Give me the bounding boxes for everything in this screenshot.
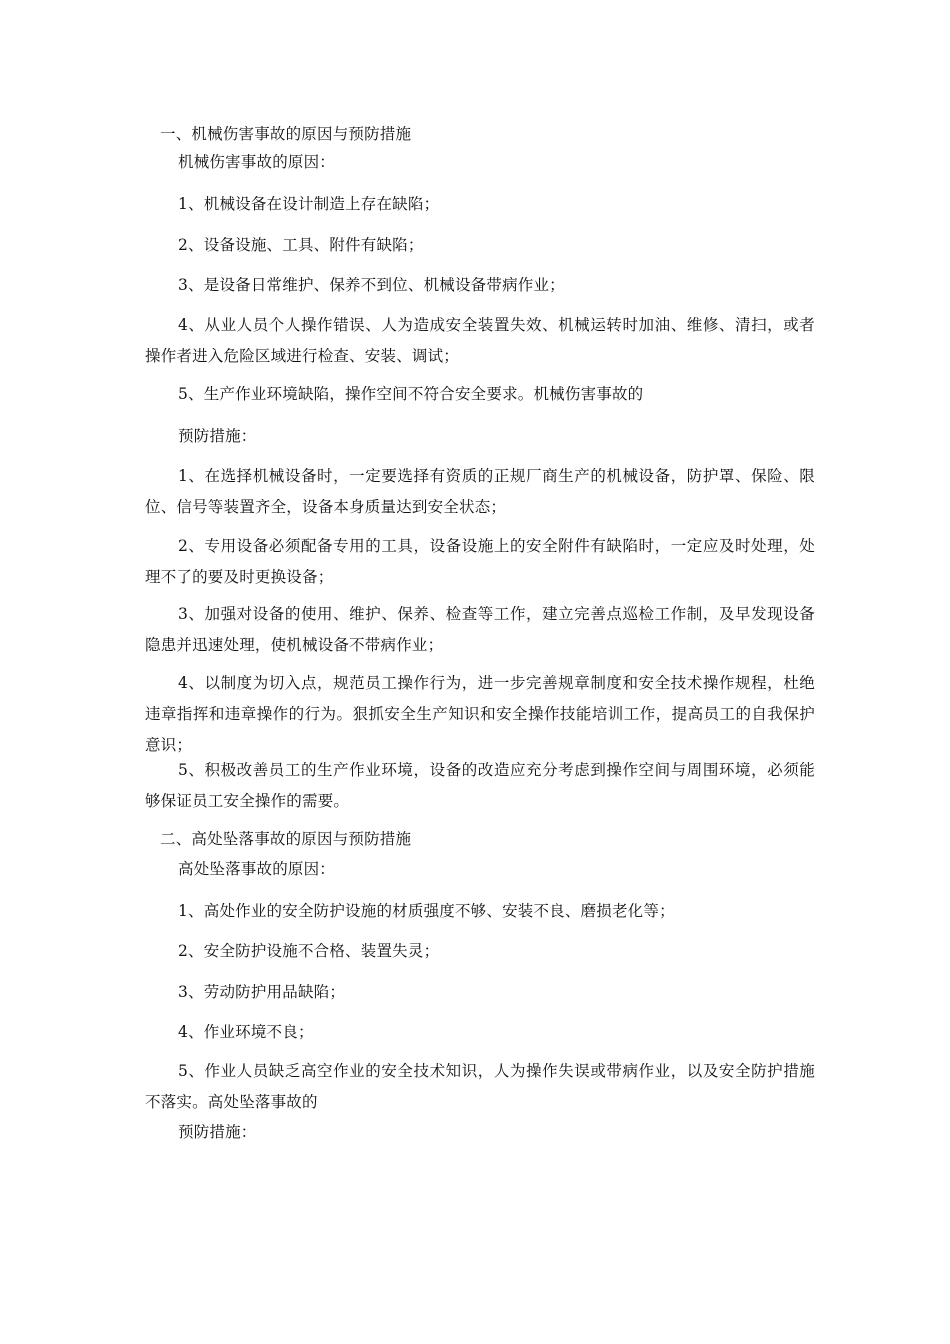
- section-heading: 二、高处坠落事故的原因与预防措施: [160, 830, 412, 848]
- subsection-title: 预防措施：: [178, 427, 257, 445]
- list-item: 3、加强对设备的使用、维护、保养、检查等工作，建立完善点巡检工作制，及早发现设备隐患并迅速处理，使机械设备不带病作业；: [145, 605, 815, 654]
- subsection-title: 预防措施：: [178, 1123, 257, 1141]
- section-heading: 一、机械伤害事故的原因与预防措施: [160, 125, 412, 143]
- list-item: 4、从业人员个人操作错误、人为造成安全装置失效、机械运转时加油、维修、清扫，或者操作者进入危险区域进行检查、安装、调试；: [145, 316, 815, 365]
- list-item: 4、作业环境不良；: [178, 1023, 314, 1041]
- list-item: 5、积极改善员工的生产作业环境，设备的改造应充分考虑到操作空间与周围环境，必须能够保证员工安全操作的需要。: [145, 761, 815, 810]
- list-item: 5、作业人员缺乏高空作业的安全技术知识，人为操作失误或带病作业，以及安全防护措施不落实。高处坠落事故的: [145, 1062, 815, 1111]
- subsection-title: 高处坠落事故的原因：: [178, 860, 336, 878]
- list-item: 1、在选择机械设备时，一定要选择有资质的正规厂商生产的机械设备，防护罩、保险、限位、信号等装置齐全，设备本身质量达到安全状态；: [145, 467, 815, 516]
- list-item: 5、生产作业环境缺陷，操作空间不符合安全要求。机械伤害事故的: [178, 385, 644, 403]
- list-item: 4、以制度为切入点，规范员工操作行为，进一步完善规章制度和安全技术操作规程，杜绝违章指挥和违章操作的行为。狠抓安全生产知识和安全操作技能培训工作，提高员工的自我保护意识；: [145, 674, 815, 754]
- list-item: 3、是设备日常维护、保养不到位、机械设备带病作业；: [178, 276, 565, 294]
- list-item: 3、劳动防护用品缺陷；: [178, 983, 346, 1001]
- subsection-title: 机械伤害事故的原因：: [178, 153, 336, 171]
- list-item: 2、专用设备必须配备专用的工具，设备设施上的安全附件有缺陷时，一定应及时处理，处理不了的要及时更换设备；: [145, 537, 815, 586]
- list-item: 2、安全防护设施不合格、装置失灵；: [178, 942, 440, 960]
- list-item: 1、高处作业的安全防护设施的材质强度不够、安装不良、磨损老化等；: [178, 902, 675, 920]
- list-item: 2、设备设施、工具、附件有缺陷；: [178, 236, 424, 254]
- list-item: 1、机械设备在设计制造上存在缺陷；: [178, 195, 440, 213]
